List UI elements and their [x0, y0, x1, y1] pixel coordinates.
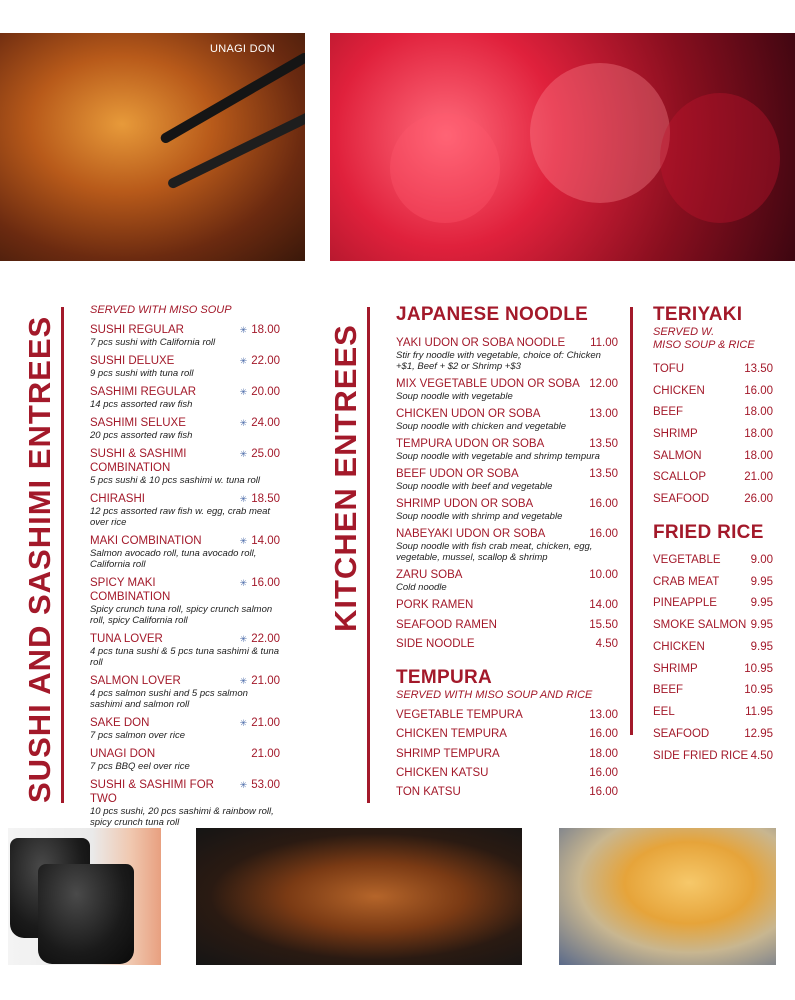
item-name: SALMON [653, 449, 702, 462]
item-name: BEEF [653, 406, 684, 419]
item-name: PINEAPPLE [653, 597, 717, 610]
item-name: CHICKEN [653, 640, 705, 653]
menu-item [90, 778, 280, 828]
item-price: 18.00 [251, 324, 280, 336]
item-description: Soup noodle with shrimp and vegetable [396, 511, 563, 522]
menu-item-header [396, 497, 618, 511]
item-price: 14.00 [589, 599, 618, 611]
item-price: 9.95 [750, 597, 773, 610]
item-price: 16.00 [589, 498, 618, 510]
item-name: SMOKE SALMON [653, 619, 747, 632]
item-price: 10.95 [744, 662, 773, 675]
menu-item [90, 747, 280, 772]
menu-item [653, 380, 773, 402]
item-name: SEAFOOD [653, 492, 710, 505]
noodle-plain-list [396, 598, 618, 651]
menu-item-header [396, 407, 618, 421]
menu-item [396, 747, 618, 761]
tempura-subhead: SERVED WITH MISO SOUP AND RICE [396, 689, 593, 701]
item-name: SHRIMP [653, 662, 698, 675]
item-description: Soup noodle with vegetable and shrimp tempura [396, 451, 600, 462]
menu-item [396, 766, 618, 780]
item-price: 15.50 [589, 618, 618, 631]
teriyaki-subhead-2: MISO SOUP & RICE [653, 339, 755, 351]
menu-item-header [396, 377, 618, 391]
menu-item-header [90, 416, 280, 430]
fish-icon: ✳ [239, 718, 248, 728]
menu-item [90, 674, 280, 710]
item-name: ZARU SOBA [396, 569, 463, 581]
item-price: 18.50 [251, 493, 280, 505]
teriyaki-menu [653, 304, 773, 767]
item-name: SUSHI & SASHIMI COMBINATION [90, 448, 187, 474]
item-name: SHRIMP UDON OR SOBA [396, 498, 534, 510]
menu-item [396, 497, 618, 522]
menu-item [90, 385, 280, 410]
item-price: 21.00 [744, 471, 773, 484]
menu-item [396, 377, 618, 402]
item-price: 10.95 [744, 684, 773, 697]
menu-item-header [396, 467, 618, 481]
item-description: 7 pcs sushi with California roll [90, 337, 216, 348]
item-price: 13.00 [589, 709, 618, 721]
sake-cups-photo [8, 828, 161, 965]
menu-item [396, 637, 618, 651]
item-price: 13.00 [589, 408, 618, 420]
item-description: 4 pcs salmon sushi and 5 pcs salmon sashimi and salmon roll [90, 688, 248, 710]
menu-item [396, 785, 618, 799]
item-name: VEGETABLE [653, 553, 721, 566]
item-description: 7 pcs BBQ eel over rice [90, 761, 190, 772]
menu-item-header [396, 568, 618, 582]
menu-item [396, 407, 618, 432]
menu-item [653, 423, 773, 445]
menu-item [396, 467, 618, 492]
item-price: 9.95 [750, 575, 773, 588]
menu-item [653, 636, 773, 658]
item-name: SHRIMP TEMPURA [396, 747, 500, 760]
item-description: Soup noodle with fish crab meat, chicken, egg, vegetable, mussel, scallop & shrimp [396, 541, 593, 563]
item-name: BEEF [653, 684, 684, 697]
menu-item [396, 727, 618, 741]
item-price: 16.00 [589, 766, 618, 779]
menu-item-header [90, 323, 280, 337]
unagi-don-photo [0, 33, 305, 261]
fish-icon: ✳ [239, 325, 248, 335]
menu-item-header [396, 527, 618, 541]
item-name: TOFU [653, 362, 685, 375]
menu-item [653, 658, 773, 680]
item-price: 12.00 [589, 378, 618, 390]
menu-item [653, 614, 773, 636]
menu-item [653, 358, 773, 380]
fish-icon: ✳ [239, 356, 248, 366]
item-description: 9 pcs sushi with tuna roll [90, 368, 194, 379]
item-price: 21.00 [251, 717, 280, 729]
item-price: 16.00 [589, 528, 618, 540]
item-name: BEEF UDON OR SOBA [396, 468, 519, 480]
item-price: 18.00 [744, 406, 773, 419]
item-name: TEMPURA UDON OR SOBA [396, 438, 545, 450]
fried-rice-title: FRIED RICE [653, 521, 764, 543]
fish-icon: ✳ [239, 387, 248, 397]
item-name: SHRIMP [653, 427, 698, 440]
menu-item [90, 716, 280, 741]
menu-item-header [90, 385, 280, 399]
item-price: 13.50 [589, 438, 618, 450]
tempura-item-list [396, 708, 618, 799]
item-price: 11.00 [590, 337, 618, 349]
fish-icon: ✳ [239, 578, 248, 588]
teriyaki-divider-line [630, 307, 633, 735]
menu-item [653, 723, 773, 745]
item-price: 25.00 [251, 448, 280, 460]
item-price: 18.00 [744, 427, 773, 440]
item-price: 22.00 [251, 355, 280, 367]
fish-icon: ✳ [239, 494, 248, 504]
teriyaki-subhead-1: SERVED W. [653, 326, 715, 338]
item-price: 16.00 [589, 786, 618, 799]
fish-icon: ✳ [239, 634, 248, 644]
menu-item [653, 701, 773, 723]
menu-item-header [90, 354, 280, 368]
kitchen-entrees-vertical-title: KITCHEN ENTREES [328, 324, 363, 632]
fish-icon: ✳ [239, 449, 248, 459]
item-price: 20.00 [251, 386, 280, 398]
item-description: 20 pcs assorted raw fish [90, 430, 193, 441]
item-name: CRAB MEAT [653, 575, 720, 588]
item-name: SAKE DON [90, 717, 150, 729]
item-description: 10 pcs sushi, 20 pcs sashimi & rainbow roll, spicy crunch tuna roll [90, 806, 274, 828]
item-description: Salmon avocado roll, tuna avocado roll, California roll [90, 548, 257, 570]
menu-item [90, 492, 280, 528]
menu-item [653, 401, 773, 423]
item-name: CHICKEN [653, 384, 705, 397]
menu-item-header [396, 336, 618, 350]
item-price: 16.00 [589, 728, 618, 741]
item-price: 24.00 [251, 417, 280, 429]
menu-item-header [396, 437, 618, 451]
item-name: SALMON LOVER [90, 675, 181, 687]
item-description: Spicy crunch tuna roll, spicy crunch salmon roll, spicy California roll [90, 604, 273, 626]
item-description: Stir fry noodle with vegetable, choice of: Chicken +$1, Beef + $2 or Shrimp +$3 [396, 350, 601, 372]
item-name: VEGETABLE TEMPURA [396, 709, 523, 721]
item-price: 16.00 [744, 384, 773, 397]
item-price: 21.00 [251, 748, 280, 760]
menu-item [653, 745, 773, 767]
teriyaki-item-list [653, 358, 773, 510]
item-name: SEAFOOD [653, 728, 710, 741]
menu-item [90, 632, 280, 668]
item-name: SPICY MAKI COMBINATION [90, 577, 171, 603]
menu-item [90, 354, 280, 379]
teriyaki-title: TERIYAKI [653, 304, 743, 325]
menu-item [653, 592, 773, 614]
menu-item [653, 445, 773, 467]
item-description: Cold noodle [396, 582, 447, 593]
item-name: TUNA LOVER [90, 633, 163, 645]
sushi-divider-line [61, 307, 64, 803]
item-name: PORK RAMEN [396, 599, 474, 611]
item-description: Soup noodle with vegetable [396, 391, 513, 402]
item-description: Soup noodle with chicken and vegetable [396, 421, 567, 432]
item-name: CHICKEN KATSU [396, 766, 489, 779]
fried-rice-item-list [653, 549, 773, 767]
item-price: 16.00 [251, 577, 280, 589]
tempura-title: TEMPURA [396, 667, 493, 688]
menu-item [90, 534, 280, 570]
menu-item-header [90, 534, 280, 548]
item-price: 10.00 [589, 569, 618, 581]
item-description: 7 pcs salmon over rice [90, 730, 186, 741]
item-price: 18.00 [744, 449, 773, 462]
menu-item [396, 437, 618, 462]
item-name: CHICKEN UDON OR SOBA [396, 408, 541, 420]
item-description: Soup noodle with beef and vegetable [396, 481, 553, 492]
item-name: CHIRASHI [90, 493, 145, 505]
item-price: 13.50 [744, 362, 773, 375]
menu-item-header [90, 778, 280, 806]
menu-item [653, 466, 773, 488]
fish-icon: ✳ [239, 536, 248, 546]
menu-item-header [90, 492, 280, 506]
sushi-item-list [90, 323, 280, 828]
item-name: SCALLOP [653, 471, 707, 484]
menu-item-header [90, 447, 280, 475]
item-price: 9.00 [750, 553, 773, 566]
sushi-sashimi-menu [90, 304, 280, 834]
item-price: 53.00 [251, 779, 280, 791]
item-name: SUSHI & SASHIMI FOR TWO [90, 779, 214, 805]
item-description: 12 pcs assorted raw fish w. egg, crab meat over rice [90, 506, 271, 528]
item-name: SEAFOOD RAMEN [396, 618, 497, 631]
menu-item [396, 598, 618, 612]
menu-item-header [90, 632, 280, 646]
menu-item [396, 618, 618, 632]
menu-item [396, 708, 618, 722]
item-description: 4 pcs tuna sushi & 5 pcs tuna sashimi & tuna roll [90, 646, 280, 668]
item-name: MIX VEGETABLE UDON OR SOBA [396, 378, 580, 390]
sushi-subhead: SERVED WITH MISO SOUP [90, 304, 232, 316]
menu-item [90, 323, 280, 348]
chicken-teriyaki-photo [196, 828, 522, 965]
menu-item [396, 336, 618, 372]
item-price: 18.00 [589, 747, 618, 760]
fish-icon: ✳ [239, 418, 248, 428]
item-name: SASHIMI REGULAR [90, 386, 197, 398]
item-price: 9.95 [750, 619, 773, 632]
item-price: 13.50 [589, 468, 618, 480]
menu-item [653, 571, 773, 593]
item-name: UNAGI DON [90, 748, 156, 760]
item-name: EEL [653, 706, 675, 719]
menu-item [396, 568, 618, 593]
item-name: SIDE FRIED RICE [653, 749, 749, 762]
item-name: CHICKEN TEMPURA [396, 728, 507, 741]
japanese-noodle-menu [396, 304, 618, 804]
item-price: 11.95 [745, 706, 773, 719]
menu-item [396, 527, 618, 563]
noodle-item-list [396, 336, 618, 593]
menu-item [653, 549, 773, 571]
tempura-udon-photo [559, 828, 776, 965]
menu-item-header [90, 747, 280, 761]
item-price: 26.00 [744, 492, 773, 505]
kitchen-divider-line [367, 307, 370, 803]
menu-item [90, 447, 280, 486]
item-name: SASHIMI SELUXE [90, 417, 186, 429]
item-price: 12.95 [744, 728, 773, 741]
item-name: NABEYAKI UDON OR SOBA [396, 528, 546, 540]
menu-item [90, 416, 280, 441]
japanese-noodle-title: JAPANESE NOODLE [396, 304, 589, 325]
menu-item-header [90, 716, 280, 730]
item-price: 4.50 [595, 638, 618, 650]
item-price: 14.00 [251, 535, 280, 547]
item-name: SUSHI DELUXE [90, 355, 175, 367]
item-name: SUSHI REGULAR [90, 324, 184, 336]
item-description: 5 pcs sushi & 10 pcs sashimi w. tuna roll [90, 475, 261, 486]
item-name: YAKI UDON OR SOBA NOODLE [396, 337, 566, 349]
item-price: 22.00 [251, 633, 280, 645]
sushi-sashimi-vertical-title: SUSHI AND SASHIMI ENTREES [22, 315, 57, 803]
item-name: MAKI COMBINATION [90, 535, 202, 547]
item-price: 9.95 [750, 640, 773, 653]
menu-item-header [90, 674, 280, 688]
menu-item [653, 488, 773, 510]
red-maple-leaves-photo [330, 33, 795, 261]
menu-item [653, 680, 773, 702]
menu-item-header [90, 576, 280, 604]
item-price: 21.00 [251, 675, 280, 687]
item-description: 14 pcs assorted raw fish [90, 399, 193, 410]
item-name: TON KATSU [396, 786, 461, 799]
menu-item [90, 576, 280, 626]
item-price: 4.50 [750, 749, 773, 762]
item-name: SIDE NOODLE [396, 638, 475, 650]
photo-caption: UNAGI DON [209, 43, 275, 55]
fish-icon: ✳ [239, 780, 248, 790]
fish-icon: ✳ [239, 676, 248, 686]
